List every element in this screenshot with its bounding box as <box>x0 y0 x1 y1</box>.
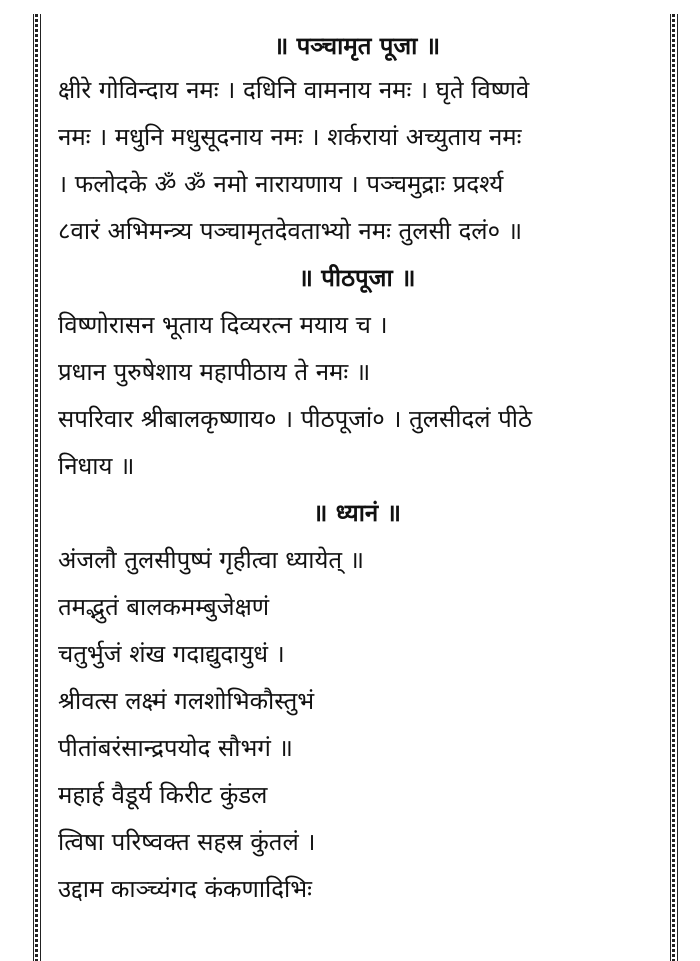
section-heading: ॥ ध्यानं ॥ <box>313 498 401 527</box>
text-line: महार्ह वैडूर्य किरीट कुंडल <box>58 780 268 809</box>
text-line: तमद्भुतं बालकमम्बुजेक्षणं <box>58 592 270 621</box>
text-line: श्रीवत्स लक्ष्मं गलशोभिकौस्तुभं <box>58 686 315 715</box>
left-decorative-border <box>33 14 41 961</box>
text-line: त्विषा परिष्वक्त सहस्र कुंतलं । <box>58 827 316 856</box>
right-decorative-border <box>670 14 678 961</box>
text-line: । फलोदके ॐ ॐ नमो नारायणाय । पञ्चमुद्राः प्रदर्श्य <box>58 169 504 198</box>
text-line: उद्दाम काञ्च्यंगद कंकणादिभिः <box>58 874 312 903</box>
heading-peetha-puja <box>58 254 656 301</box>
text-line: प्रधान पुरुषेशाय महापीठाय ते नमः ॥ <box>58 357 371 386</box>
text-line: पीतांबरंसान्द्रपयोद सौभगं ॥ <box>58 733 293 762</box>
document-page <box>58 26 656 961</box>
text-line: चतुर्भुजं शंख गदाद्युदायुधं । <box>58 639 285 668</box>
text-line: निधाय ॥ <box>58 451 135 480</box>
heading-dhyanam <box>58 489 656 536</box>
section-heading: ॥ पञ्चामृत पूजा ॥ <box>273 32 441 60</box>
heading-panchamrita-puja <box>58 26 656 66</box>
text-line: सपरिवार श्रीबालकृष्णाय० । पीठपूजां० । तुलसीदलं पीठे <box>58 404 532 433</box>
text-line: विष्णोरासन भूताय दिव्यरत्न मयाय च । <box>58 310 388 339</box>
text-line: क्षीरे गोविन्दाय नमः । दधिनि वामनाय नमः । घृते विष्णवे <box>58 75 530 104</box>
text-line: अंजलौ तुलसीपुष्पं गृहीत्वा ध्यायेत् ॥ <box>58 545 365 574</box>
text-line: नमः । मधुनि मधुसूदनाय नमः । शर्करायां अच्युताय नमः <box>58 122 522 151</box>
text-line: ८वारं अभिमन्त्र्य पञ्चामृतदेवताभ्यो नमः तुलसी दलं० ॥ <box>58 216 523 245</box>
section-heading: ॥ पीठपूजा ॥ <box>298 263 416 292</box>
